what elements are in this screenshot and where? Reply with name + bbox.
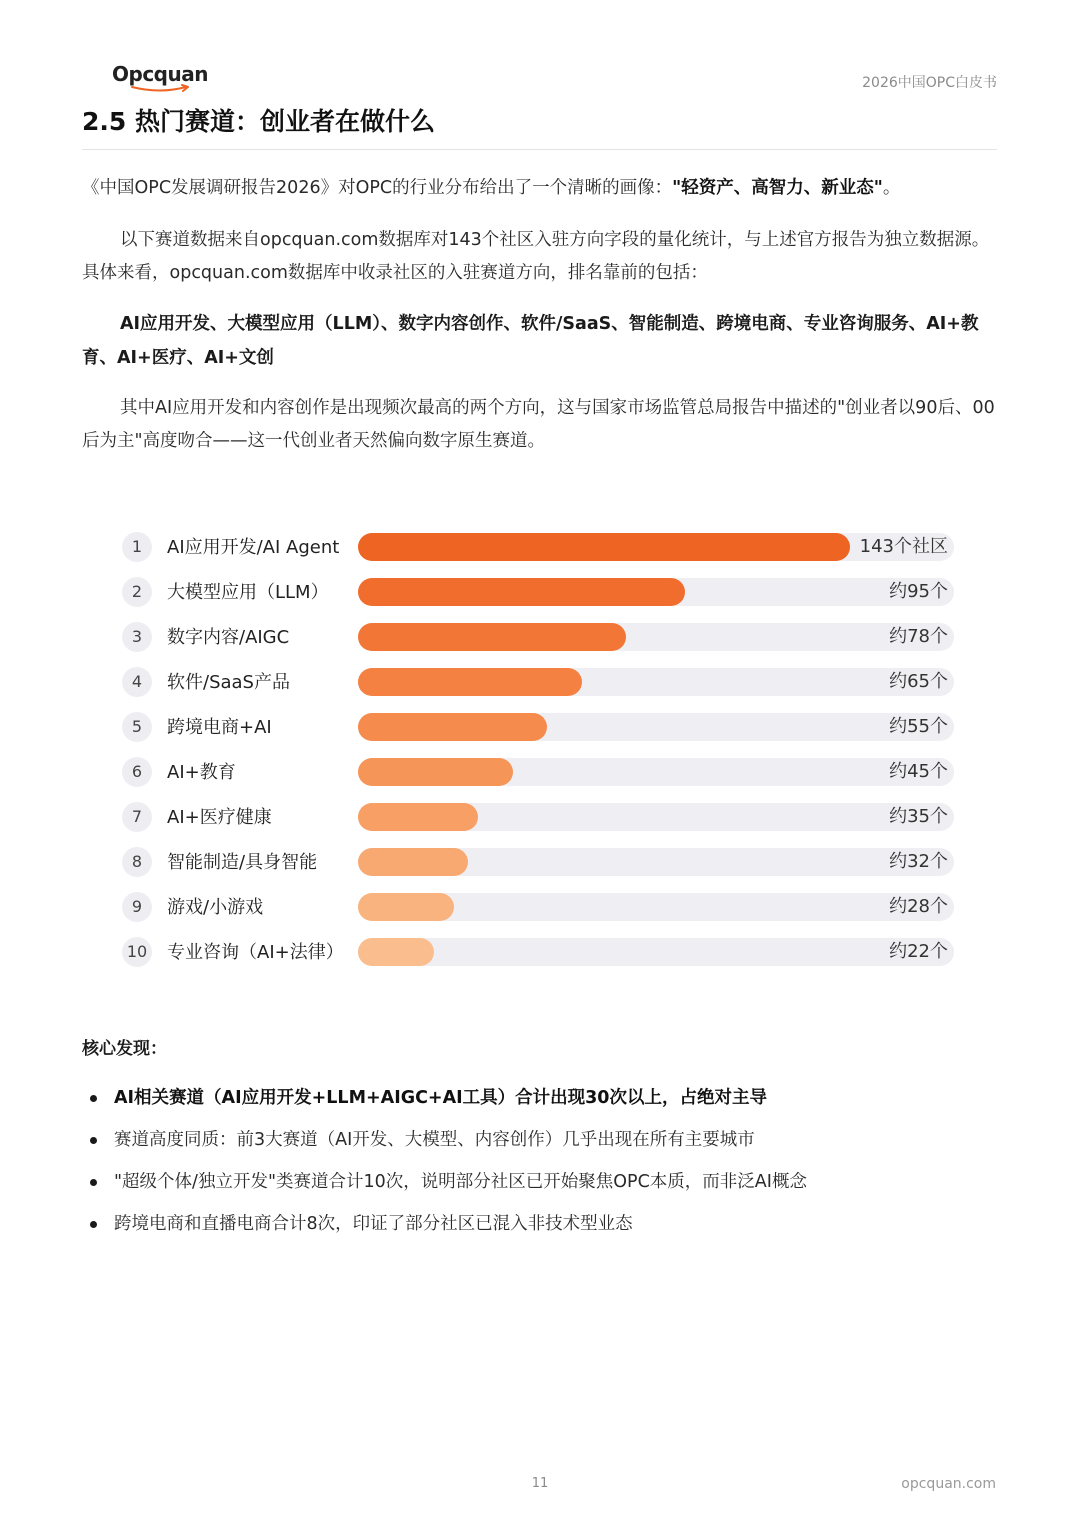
- bar: [358, 623, 626, 651]
- bar: [358, 578, 685, 606]
- finding-text: "超级个体/独立开发"类赛道合计10次，说明部分社区已开始聚焦OPC本质，而非泛AI概念: [114, 1172, 807, 1192]
- value-label: 约32个: [883, 849, 954, 875]
- category-label: 智能制造/具身智能: [167, 852, 318, 873]
- rank-badge: 7: [122, 802, 152, 832]
- value-label: 约28个: [883, 894, 954, 920]
- bar-track: [358, 623, 954, 651]
- rank-badge: 5: [122, 712, 152, 742]
- chart-row: [122, 659, 962, 704]
- rank-badge: 6: [122, 757, 152, 787]
- bar: [358, 533, 850, 561]
- value-label: 约65个: [883, 669, 954, 695]
- chart-row: [122, 929, 962, 974]
- finding-item: [88, 1208, 988, 1250]
- value-label: 约95个: [883, 579, 954, 605]
- finding-item: [88, 1166, 988, 1208]
- track-ranking-chart: [122, 524, 962, 984]
- bar: [358, 713, 547, 741]
- chart-row: [122, 569, 962, 614]
- category-label: 软件/SaaS产品: [167, 672, 290, 693]
- title-divider: [82, 149, 997, 150]
- rank-badge: 10: [122, 937, 152, 967]
- bar: [358, 803, 478, 831]
- rank-badge: 4: [122, 667, 152, 697]
- category-label: AI+教育: [167, 762, 236, 783]
- chart-row: [122, 614, 962, 659]
- finding-text: AI相关赛道（AI应用开发+LLM+AIGC+AI工具）合计出现30次以上，占绝对主导: [114, 1088, 767, 1108]
- rank-badge: 2: [122, 577, 152, 607]
- bar-track: [358, 668, 954, 696]
- section-title: 2.5 热门赛道：创业者在做什么: [82, 107, 435, 136]
- category-label: 游戏/小游戏: [167, 897, 264, 918]
- intro-highlight: "轻资产、高智力、新业态": [672, 178, 883, 198]
- bar-track: [358, 893, 954, 921]
- top-tracks-list: AI应用开发、大模型应用（LLM）、数字内容创作、软件/SaaS、智能制造、跨境电商、专业咨询服务、AI+教育、AI+医疗、AI+文创: [82, 314, 979, 368]
- finding-text: 跨境电商和直播电商合计8次，印证了部分社区已混入非技术型业态: [114, 1214, 633, 1234]
- page-header: [82, 58, 997, 98]
- rank-badge: 9: [122, 892, 152, 922]
- bar: [358, 938, 434, 966]
- findings-list: [88, 1082, 988, 1250]
- bullet-icon: [90, 1221, 97, 1228]
- value-label: 约22个: [883, 939, 954, 965]
- bar: [358, 893, 454, 921]
- chart-row: [122, 839, 962, 884]
- value-label: 约78个: [883, 624, 954, 650]
- value-label: 约55个: [883, 714, 954, 740]
- bar: [358, 758, 513, 786]
- analysis-paragraph: 其中AI应用开发和内容创作是出现频次最高的两个方向，这与国家市场监管总局报告中描述的"创业者以90后、00后为主"高度吻合——这一代创业者天然偏向数字原生赛道。: [82, 398, 995, 451]
- category-label: 数字内容/AIGC: [167, 627, 290, 648]
- category-label: AI+医疗健康: [167, 807, 272, 828]
- category-label: 跨境电商+AI: [167, 717, 272, 738]
- document-label: 2026中国OPC白皮书: [862, 75, 997, 91]
- rank-badge: 3: [122, 622, 152, 652]
- intro-paragraph: [82, 172, 997, 205]
- chart-row: [122, 749, 962, 794]
- data-source-paragraph: 以下赛道数据来自opcquan.com数据库对143个社区入驻方向字段的量化统计，与上述官方报告为独立数据源。具体来看，opcquan.com数据库中收录社区的入驻赛道方向，排名靠前的包括：: [82, 230, 990, 283]
- bar-track: [358, 938, 954, 966]
- value-label: 约35个: [883, 804, 954, 830]
- finding-item: [88, 1082, 988, 1124]
- logo-text: Opcquan: [112, 62, 208, 86]
- bar-track: [358, 803, 954, 831]
- page-number: 11: [531, 1476, 549, 1491]
- rank-badge: 1: [122, 532, 152, 562]
- bar-track: [358, 713, 954, 741]
- bar-track: [358, 533, 954, 561]
- bar: [358, 848, 468, 876]
- category-label: 专业咨询（AI+法律）: [167, 942, 344, 963]
- chart-row: [122, 794, 962, 839]
- finding-item: [88, 1124, 988, 1166]
- intro-text: 《中国OPC发展调研报告2026》对OPC的行业分布给出了一个清晰的画像：: [82, 178, 673, 198]
- chart-row: [122, 524, 962, 569]
- intro-end: 。: [882, 178, 901, 198]
- category-label: AI应用开发/AI Agent: [167, 537, 340, 558]
- logo-swoosh-icon: [130, 84, 192, 94]
- value-label: 约45个: [883, 759, 954, 785]
- finding-text: 赛道高度同质：前3大赛道（AI开发、大模型、内容创作）几乎出现在所有主要城市: [114, 1130, 755, 1150]
- rank-badge: 8: [122, 847, 152, 877]
- chart-row: [122, 704, 962, 749]
- category-label: 大模型应用（LLM）: [167, 582, 329, 603]
- bar-track: [358, 848, 954, 876]
- bullet-icon: [90, 1137, 97, 1144]
- chart-row: [122, 884, 962, 929]
- bullet-icon: [90, 1179, 97, 1186]
- bar-track: [358, 758, 954, 786]
- value-label: 143个社区: [854, 534, 954, 560]
- bar: [358, 668, 582, 696]
- logo: [112, 62, 208, 86]
- findings-title: 核心发现：: [82, 1039, 167, 1059]
- bar-track: [358, 578, 954, 606]
- footer-site: opcquan.com: [901, 1476, 996, 1492]
- bullet-icon: [90, 1095, 97, 1102]
